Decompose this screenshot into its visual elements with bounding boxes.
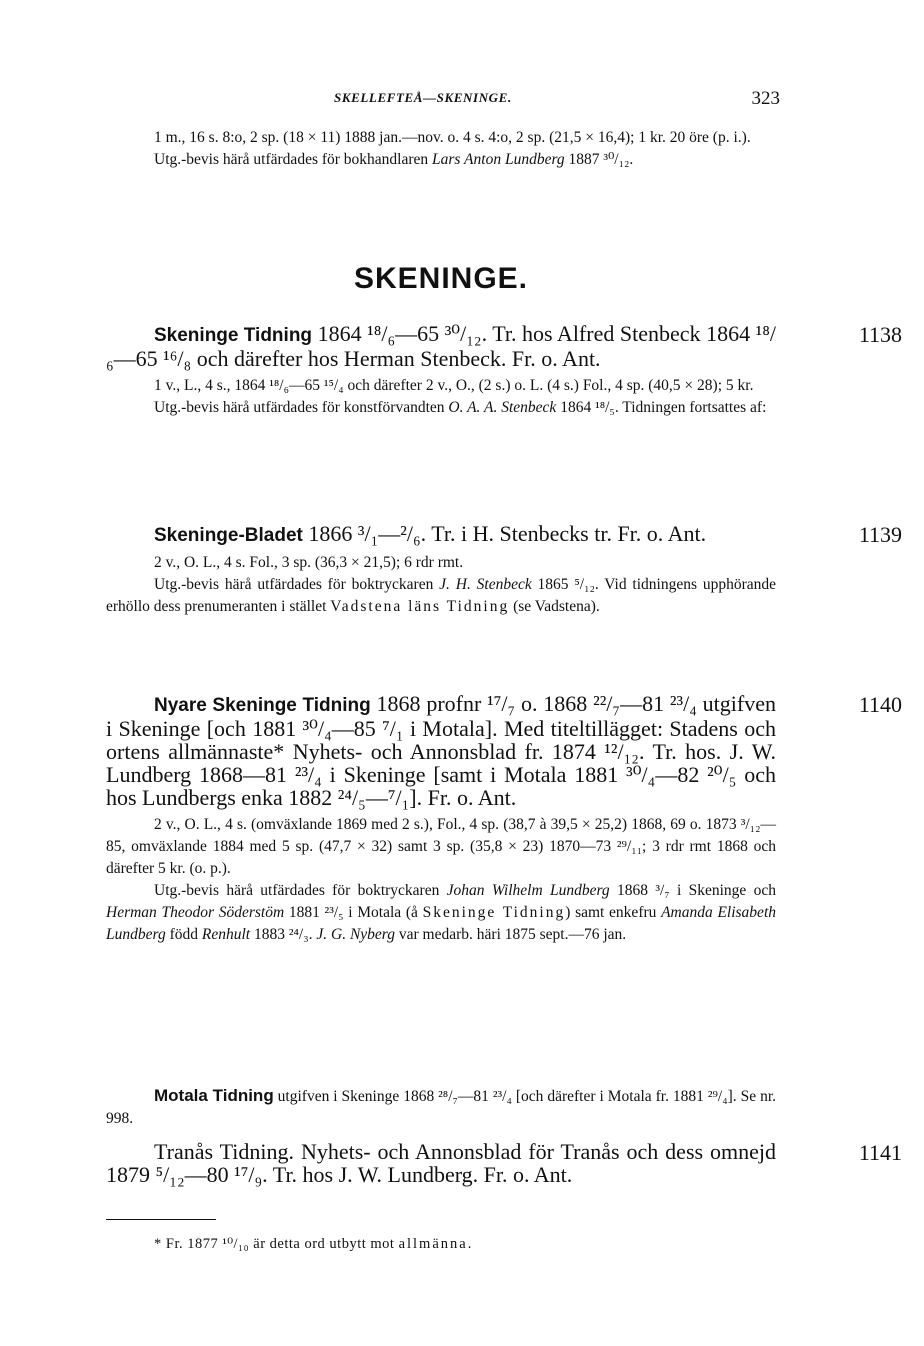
entry-1141 xyxy=(106,1139,902,1187)
entry-heading: Skeninge Tidning 1864 ¹⁸/₆—65 ³⁰/₁₂. Tr. hos Alfred Stenbeck 1864 ¹⁸/₆—65 ¹⁶/₈ och därefter hos Herman Stenbeck. Fr. o. Ant. xyxy=(106,321,776,371)
footnote-mark: * xyxy=(154,1236,162,1252)
publisher-name: O. A. A. Stenbeck xyxy=(448,399,557,416)
publisher-name: Lars Anton Lundberg xyxy=(432,151,565,168)
spaced-word: allmänna xyxy=(398,1236,468,1252)
publisher-name: Herman Theodor Söderstöm xyxy=(106,904,285,921)
previous-entry-continuation xyxy=(106,127,776,171)
entry-utg-bevis: Utg.-bevis härå utfärdades för boktryckaren J. H. Stenbeck 1865 ⁵/₁₂. Vid tidningens upphörande erhöllo dess prenumeranten i stället Vadstena läns Tidning (se Vadstena). xyxy=(106,576,776,615)
newspaper-title: Tranås Tidning. xyxy=(154,1139,295,1164)
newspaper-title: Skeninge Tidning xyxy=(154,325,313,346)
publisher-name: J. H. Stenbeck xyxy=(439,576,532,593)
entry-1140 xyxy=(106,691,902,946)
entry-heading: Motala Tidning utgifven i Skeninge 1868 ²⁸/₇—81 ²³/₄ [och därefter i Motala fr. 1881 ²⁹/₄]. Se nr. 998. xyxy=(106,1086,777,1127)
publisher-name: Renhult xyxy=(201,926,251,943)
entry-1138 xyxy=(106,321,902,419)
publisher-name: Johan Wilhelm Lundberg xyxy=(446,882,610,899)
previous-entry-utg-bevis: Utg.-bevis härå utfärdades för bokhandlaren Lars Anton Lundberg 1887 ³⁰/₁₂. xyxy=(154,151,634,168)
footnote-rule xyxy=(106,1219,216,1220)
footnote: * Fr. 1877 ¹⁰/₁₀ är detta ord utbytt mot allmänna. xyxy=(154,1236,472,1252)
entry-motala-tidning xyxy=(106,1085,776,1130)
page-number: 323 xyxy=(751,88,780,109)
newspaper-title: Skeninge-Bladet xyxy=(154,525,303,546)
entry-number: 1140 xyxy=(858,692,902,717)
publisher-name: Amanda Elisabeth Lundberg xyxy=(106,904,776,943)
entry-utg-bevis: Utg.-bevis härå utfärdades för konstförvandten O. A. A. Stenbeck 1864 ¹⁸/₅. Tidningen fortsattes af: xyxy=(154,399,767,416)
running-header xyxy=(106,88,780,112)
publisher-name: J. G. Nyberg xyxy=(316,926,396,943)
entry-heading: Tranås Tidning. Nyhets- och Annonsblad för Tranås och dess omnejd 1879 ⁵/₁₂—80 ¹⁷/₉. Tr. hos J. W. Lundberg. Fr. o. Ant. xyxy=(106,1139,776,1187)
spaced-title: Vadstena läns Tidning xyxy=(330,598,510,615)
entry-description: 2 v., O. L., 4 s. (omväxlande 1869 med 2 s.), Fol., 4 sp. (38,7 à 39,5 × 25,2) 1868, 69 o. 1873 ³/₁₂—85, omväxlande 1884 med 5 sp. (47,7 × 32) samt 3 sp. (35,8 × 23) 1870—73 ²⁹/₁₁; 3 rdr rmt 1868 och därefter 5 kr. (o. p.). xyxy=(106,816,776,877)
newspaper-title: Nyare Skeninge Tidning xyxy=(154,695,371,716)
entry-number: 1138 xyxy=(858,322,902,347)
spaced-title: Skeninge Tidning xyxy=(422,904,566,921)
entry-utg-bevis: Utg.-bevis härå utfärdades för boktryckaren Johan Wilhelm Lundberg 1868 ³/₇ i Skeninge och Herman Theodor Söderstöm 1881 ²³/₅ i Motala (å Skeninge Tidning) samt enkefru Amanda Elisabeth Lundberg född Renhult 1883 ²⁴/₃. J. G. Nyberg var medarb. häri 1875 sept.—76 jan. xyxy=(106,882,776,943)
running-title: SKELLEFTEÅ—SKENINGE. xyxy=(334,90,512,105)
entry-description: 1 v., L., 4 s., 1864 ¹⁸/₆—65 ¹⁵/₄ och därefter 2 v., O., (2 s.) o. L. (4 s.) Fol., 4 sp. (40,5 × 28); 5 kr. xyxy=(154,377,754,394)
previous-entry-description: 1 m., 16 s. 8:o, 2 sp. (18 × 11) 1888 jan.—nov. o. 4 s. 4:o, 2 sp. (21,5 × 16,4); 1 kr. 20 öre (p. i.). xyxy=(154,129,751,146)
entry-number: 1141 xyxy=(858,1140,902,1165)
entry-heading: Skeninge-Bladet 1866 ³/₁—²/₆. Tr. i H. Stenbecks tr. Fr. o. Ant. xyxy=(154,521,707,546)
entry-description: 2 v., O. L., 4 s. Fol., 3 sp. (36,3 × 21,5); 6 rdr rmt. xyxy=(154,554,464,571)
entry-1139 xyxy=(106,521,902,618)
section-title: SKENINGE. xyxy=(353,262,529,295)
entry-number: 1139 xyxy=(858,522,902,547)
newspaper-title: Motala Tidning xyxy=(154,1086,274,1105)
entry-heading: Nyare Skeninge Tidning 1868 profnr ¹⁷/₇ o. 1868 ²²/₇—81 ²³/₄ utgifven i Skeninge [och 1881 ³⁰/₄—85 ⁷/₁ i Motala]. Med titeltillägget: Stadens och ortens allmännaste* Nyhets- och Annonsblad fr. 1874 ¹²/₁₂. Tr. hos. J. W. Lundberg 1868—81 ²³/₄ i Skeninge [samt i Motala 1881 ³⁰/₄—82 ²⁰/₅ och hos Lundbergs enka 1882 ²⁴/₅—⁷/₁]. Fr. o. Ant. xyxy=(106,691,776,810)
